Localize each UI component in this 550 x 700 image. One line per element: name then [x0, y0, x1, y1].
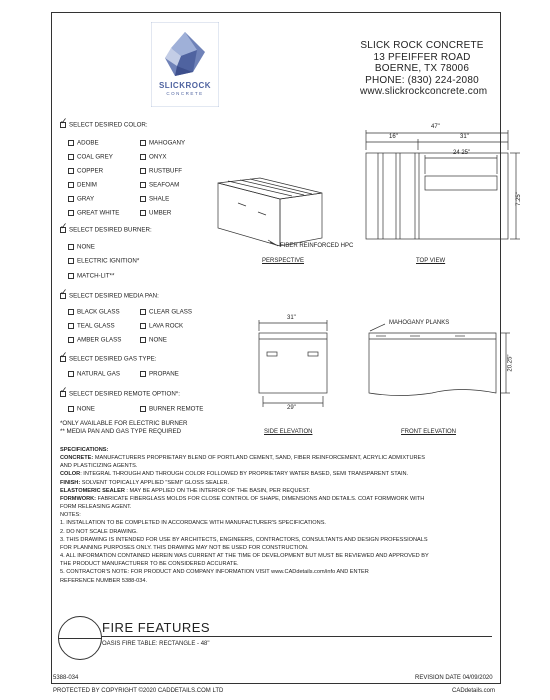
- spec-lines: [60, 454, 490, 585]
- spec-line: [60, 495, 490, 503]
- option-label: PROPANE: [149, 370, 179, 378]
- option-label: SEAFOAM: [149, 181, 180, 189]
- spec-text: MANUFACTURERS PROPRIETARY BLEND OF PORTLAND CEMENT, SAND, FIBER REINFORCEMENT, ACRYLIC ADMIXTURES: [93, 455, 426, 462]
- spec-line: [60, 462, 490, 470]
- option-label: UMBER: [149, 209, 172, 217]
- dim-front-height: 20.25": [507, 354, 514, 372]
- spec-text: 3. THIS DRAWING IS INTENDED FOR USE BY ARCHITECTS, ENGINEERS, CONTRACTORS, CONSULTANTS AND DESIGN PROFESSIONALS: [60, 536, 428, 543]
- spec-label: FORMWORK:: [60, 495, 97, 502]
- spec-label: ELASTOMERIC SEALER: [60, 487, 125, 494]
- spec-line: [60, 528, 490, 536]
- spec-line: [60, 544, 490, 552]
- logo-name: SLICKROCK: [158, 81, 212, 90]
- color-section-label: SELECT DESIRED COLOR:: [69, 121, 148, 129]
- media-section-label: SELECT DESIRED MEDIA PAN:: [69, 292, 159, 300]
- side-elevation-caption: SIDE ELEVATION: [264, 429, 313, 435]
- spec-label: CONCRETE:: [60, 455, 94, 462]
- option-label: CLEAR GLASS: [149, 308, 192, 316]
- option-label: RUSTBUFF: [149, 167, 182, 175]
- perspective-caption: PERSPECTIVE: [262, 258, 305, 264]
- planks-label: MAHOGANY PLANKS: [389, 320, 450, 326]
- title-circle-divider: [58, 638, 102, 639]
- spec-text: SOLVENT TOPICALLY APPLIED "SEMI" GLOSS SEALER.: [80, 479, 230, 486]
- spec-line: [60, 536, 490, 544]
- company-address1: 13 PFEIFFER ROAD: [373, 51, 471, 63]
- footer-subtitle: OASIS FIRE TABLE: RECTANGLE - 48": [102, 641, 210, 647]
- spec-line: [60, 568, 490, 576]
- option-label: NONE: [149, 336, 167, 344]
- spec-text: REFERENCE NUMBER 5388-034.: [60, 577, 148, 584]
- dim-top-right: 31": [460, 134, 469, 140]
- spec-text: : MAY BE APPLIED ON THE INTERIOR OF THE BASIN, PER REQUEST.: [124, 487, 311, 494]
- spec-text: 2. DO NOT SCALE DRAWING.: [60, 528, 138, 535]
- spec-text: 4. ALL INFORMATION CONTAINED HEREIN WAS CURRENT AT THE TIME OF DEVELOPMENT BUT MUST BE REVIEWED AND APPROVED BY: [60, 553, 429, 560]
- footer-ref: 5388-034: [53, 675, 79, 681]
- company-name: SLICK ROCK CONCRETE: [360, 40, 484, 51]
- dim-top-height: 7.25": [515, 192, 522, 206]
- spec-line: [60, 479, 490, 487]
- remote-section-label: SELECT DESIRED REMOTE OPTION*:: [69, 390, 180, 398]
- option-label: COPPER: [77, 167, 104, 175]
- spec-line: [60, 511, 490, 519]
- top-view-drawing: [366, 130, 520, 239]
- dim-top-inner: 24 25": [453, 150, 471, 156]
- spec-line: [60, 560, 490, 568]
- spec-line: [60, 454, 490, 462]
- option-label: COAL GREY: [77, 153, 113, 161]
- option-label: BLACK GLASS: [77, 308, 120, 316]
- spec-label: FINISH:: [60, 479, 81, 486]
- spec-text: FOR PLANNING PURPOSES ONLY. THIS DRAWING MAY NOT BE USED FOR CONSTRUCTION.: [60, 544, 309, 551]
- company-phone: PHONE: (830) 224-2080: [365, 74, 479, 86]
- spec-text: : INTEGRAL THROUGH AND THROUGH COLOR FOLLOWED BY PROPRIETARY WATER BASED, SEMI TRANSPARENT STAIN.: [80, 471, 409, 478]
- spec-text: FABRICATE FIBERGLASS MOLDS FOR CLOSE CONTROL OF SHAPE, DIMENSIONS AND DETAILS. COAT FORMWORK WITH: [96, 495, 425, 502]
- option-label: AMBER GLASS: [77, 336, 122, 344]
- spec-label: COLOR: [60, 471, 81, 478]
- spec-line: [60, 487, 490, 495]
- logo-subtext: CONCRETE: [166, 91, 204, 96]
- footnote-2: ** MEDIA PAN AND GAS TYPE REQUIRED: [60, 428, 182, 435]
- company-website[interactable]: www.slickrockconcrete.com: [360, 86, 488, 97]
- option-label: GREAT WHITE: [77, 209, 120, 217]
- spec-heading: SPECIFICATIONS:: [60, 447, 109, 453]
- burner-section-label: SELECT DESIRED BURNER:: [69, 226, 152, 234]
- option-label: ELECTRIC IGNITION*: [77, 257, 140, 265]
- dim-side-bottom: 29": [287, 405, 296, 411]
- option-label: ONYX: [149, 153, 167, 161]
- footer-copyright: PROTECTED BY COPYRIGHT ©2020 CADDETAILS.COM LTD: [53, 688, 224, 694]
- perspective-drawing: [218, 178, 322, 246]
- option-label: NONE: [77, 243, 95, 251]
- spec-text: FORM RELEASING AGENT.: [60, 504, 132, 511]
- option-label: MATCH-LIT**: [77, 272, 115, 280]
- company-address2: BOERNE, TX 78006: [374, 63, 470, 74]
- top-view-caption: TOP VIEW: [416, 258, 446, 264]
- spec-line: [60, 577, 490, 585]
- option-label: NONE: [77, 405, 95, 413]
- spec-text: NOTES:: [60, 512, 81, 519]
- spec-line: [60, 470, 490, 478]
- footer-divider: [102, 636, 492, 637]
- option-label: ADOBE: [77, 139, 99, 147]
- spec-line: [60, 503, 490, 511]
- option-label: NATURAL GAS: [77, 370, 120, 378]
- spec-text: THE PRODUCT MANUFACTURER TO BE CONSIDERED ACCURATE.: [60, 561, 239, 568]
- gas-section-label: SELECT DESIRED GAS TYPE:: [69, 355, 157, 363]
- option-label: GRAY: [77, 195, 95, 203]
- side-elevation-drawing: [259, 320, 327, 407]
- option-label: BURNER REMOTE: [149, 405, 204, 413]
- spec-text: 5. CONTRACTOR'S NOTE: FOR PRODUCT AND COMPANY INFORMATION VISIT www.CADdetails.com/info AND ENTER: [60, 569, 369, 576]
- spec-line: [60, 519, 490, 527]
- footnote-1: *ONLY AVAILABLE FOR ELECTRIC BURNER: [60, 420, 188, 427]
- dim-top-left: 16": [389, 134, 398, 140]
- option-label: LAVA ROCK: [149, 322, 184, 330]
- option-label: DENIM: [77, 181, 97, 189]
- spec-text: 1. INSTALLATION TO BE COMPLETED IN ACCORDANCE WITH MANUFACTURER'S SPECIFICATIONS.: [60, 520, 326, 527]
- fiber-label: FIBER REINFORCED HPC: [280, 243, 354, 249]
- spec-line: [60, 552, 490, 560]
- option-label: SHALE: [149, 195, 170, 203]
- spec-text: AND PLASTICIZING AGENTS.: [60, 463, 138, 470]
- dim-top-width: 47": [431, 124, 440, 130]
- specifications: [60, 446, 490, 585]
- option-label: MAHOGANY: [149, 139, 186, 147]
- front-elevation-caption: FRONT ELEVATION: [401, 429, 457, 435]
- footer-site[interactable]: CADdetails.com: [452, 688, 496, 694]
- option-label: TEAL GLASS: [77, 322, 115, 330]
- front-elevation-drawing: [369, 324, 510, 396]
- footer-revision: REVISION DATE 04/09/2020: [415, 675, 493, 681]
- dim-side-top: 31": [287, 315, 296, 321]
- footer-title: FIRE FEATURES: [102, 620, 211, 635]
